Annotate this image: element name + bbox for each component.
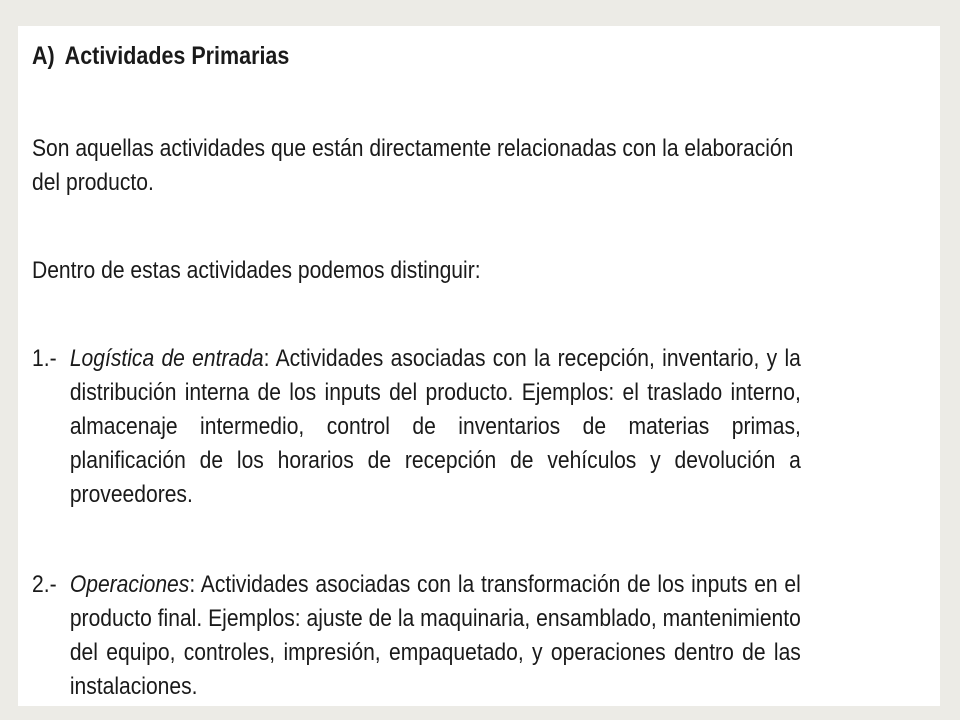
- section-label: A): [32, 42, 55, 70]
- list-item: [32, 342, 801, 512]
- item-term: Logística de entrada: [69, 345, 264, 372]
- item-number: 2.-: [32, 571, 57, 598]
- lead-paragraph: Dentro de estas actividades podemos distinguir:: [32, 257, 481, 284]
- section-title: Actividades Primarias: [64, 42, 290, 70]
- intro-paragraph: Son aquellas actividades que están directamente relacionadas con la elaboración del producto.: [32, 135, 794, 196]
- item-description: : Actividades asociadas con la recepción, inventario, y la distribución interna de los inputs del producto. Ejemplos: el traslado interno, almacenaje intermedio, control de inventarios de materias primas, planificación de los horarios de recepción de vehículos y devolución a proveedores.: [69, 345, 801, 508]
- item-description: : Actividades asociadas con la transformación de los inputs en el producto final. Ejemplos: ajuste de la maquinaria, ensamblado, mantenimiento del equipo, controles, impresión, empaquetado, y operaciones dentro de las instalaciones.: [69, 571, 801, 700]
- document-content: [32, 40, 801, 704]
- item-number: 1.-: [32, 345, 57, 372]
- item-body: [70, 568, 801, 704]
- item-term: Operaciones: [69, 571, 190, 598]
- section-heading: [32, 40, 801, 72]
- item-body: [70, 342, 801, 512]
- document-frame: [18, 26, 940, 706]
- list-item: [32, 568, 801, 704]
